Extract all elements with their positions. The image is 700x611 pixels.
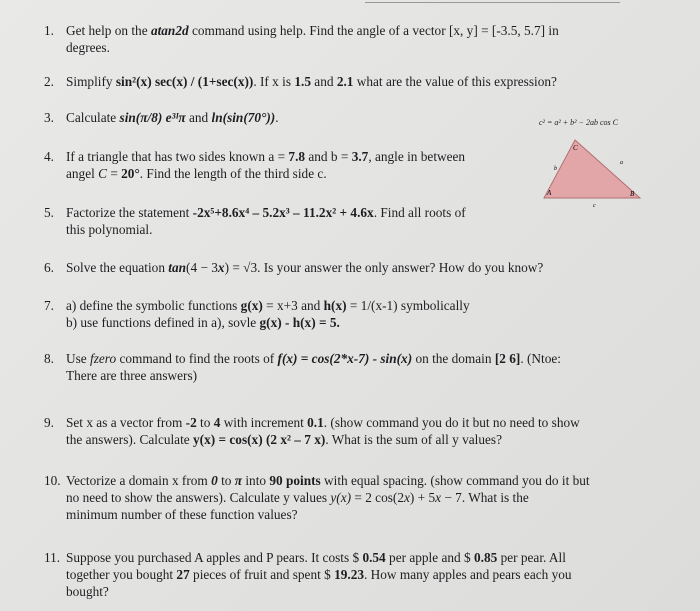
question-item	[44, 204, 466, 238]
triangle-diagram	[540, 136, 645, 208]
text-segment: x	[217, 260, 225, 275]
question-line	[66, 221, 466, 238]
text-segment: C	[98, 166, 107, 181]
question-item	[44, 109, 279, 126]
side-b-label: b	[554, 166, 557, 172]
text-segment: g(x) - h(x) = 5.	[259, 315, 340, 330]
text-segment: and	[310, 74, 337, 89]
text-segment: 0.85	[473, 550, 498, 565]
text-segment: . If x is	[253, 74, 295, 89]
text-segment: Use	[66, 351, 91, 366]
question-item	[44, 22, 559, 56]
question-text	[66, 204, 466, 238]
text-segment: 0.54	[362, 550, 386, 565]
question-item	[44, 297, 470, 331]
question-line	[66, 549, 572, 566]
question-line	[66, 506, 590, 523]
text-segment: 1.5	[294, 74, 311, 89]
text-segment: y(x)	[330, 490, 352, 505]
question-number: 3.	[44, 110, 54, 125]
text-segment: on the domain	[412, 351, 495, 366]
question-item	[44, 73, 557, 90]
text-segment: . What is the sum of all y values?	[325, 432, 502, 447]
text-segment: no need to show the answers). Calculate y values	[66, 490, 331, 505]
text-segment: 20°	[121, 166, 140, 181]
question-line	[66, 414, 580, 431]
side-a-label: a	[620, 160, 623, 166]
text-segment: with increment	[220, 415, 308, 430]
text-segment: into	[242, 473, 270, 488]
question-text	[66, 73, 557, 90]
text-segment: = x+3 and	[262, 298, 324, 313]
text-segment: If a triangle that has two sides known a =	[66, 149, 289, 164]
text-segment: together you bought	[66, 567, 177, 582]
question-line	[66, 148, 465, 165]
text-segment: -2	[185, 415, 197, 430]
text-segment: g(x)	[240, 298, 263, 313]
text-segment: Factorize the statement	[66, 205, 193, 220]
question-number: 2.	[44, 74, 54, 89]
page-edge-line	[365, 2, 620, 3]
text-segment: command using help. Find the angle of a vector [x, y] = [-3.5, 5.7] in	[188, 23, 559, 38]
question-line	[66, 109, 279, 126]
question-text	[66, 148, 465, 182]
text-segment: , angle in between	[368, 149, 466, 164]
text-segment: angel	[66, 166, 99, 181]
text-segment: Suppose you purchased A apples and P pears. It costs $	[66, 550, 363, 565]
text-segment: Vectorize a domain x from	[66, 473, 212, 488]
vertex-b-label: B	[630, 190, 635, 198]
text-segment: ) = √3. Is your answer the only answer? How do you know?	[224, 260, 544, 275]
question-number: 4.	[44, 149, 54, 164]
text-segment: . (show command you do it but no need to show	[323, 415, 580, 430]
question-number: 11.	[44, 550, 61, 565]
text-segment: tan	[168, 260, 187, 275]
question-line	[66, 22, 559, 39]
text-segment: what are the value of this expression?	[353, 74, 557, 89]
text-segment: with equal spacing. (show command you do it but	[320, 473, 590, 488]
text-segment: per apple and $	[385, 550, 474, 565]
text-segment: 0.1	[307, 415, 324, 430]
question-text	[66, 350, 561, 384]
text-segment: to	[217, 473, 235, 488]
text-segment: π	[234, 473, 243, 488]
text-segment: 0	[211, 473, 218, 488]
text-segment: b) use functions defined in a), sovle	[66, 315, 260, 330]
text-segment: (4 − 3	[186, 260, 218, 275]
text-segment: this polynomial.	[66, 222, 153, 237]
question-line	[66, 204, 466, 221]
text-segment: Calculate	[66, 110, 120, 125]
text-segment: x	[403, 490, 410, 505]
question-number: 7.	[44, 298, 54, 313]
text-segment: There are three answers)	[66, 368, 198, 383]
question-text	[66, 297, 470, 331]
text-segment: the answers). Calculate	[66, 432, 194, 447]
text-segment: pieces of fruit and spent $	[189, 567, 335, 582]
text-segment: atan2d	[150, 23, 189, 38]
question-item	[44, 414, 580, 448]
text-segment: y(x) = cos(x) (2 x² – 7 x)	[193, 432, 326, 447]
question-text	[66, 259, 543, 276]
text-segment: ) + 5	[409, 490, 436, 505]
question-line	[66, 431, 580, 448]
text-segment: to	[196, 415, 214, 430]
text-segment: . Find all roots of	[373, 205, 466, 220]
question-item	[44, 350, 561, 384]
side-c-label: c	[593, 203, 596, 208]
text-segment: [2 6]	[494, 351, 521, 366]
text-segment: ln(sin(70°))	[211, 110, 276, 125]
vertex-a-label: A	[547, 189, 552, 197]
text-segment: command to find the roots of	[116, 351, 278, 366]
text-segment: f(x) = cos(2*x-7) - sin(x)	[277, 351, 413, 366]
text-segment: and	[185, 110, 212, 125]
question-line	[66, 350, 561, 367]
text-segment: Simplify	[66, 74, 116, 89]
question-item	[44, 148, 465, 182]
question-line	[66, 472, 590, 489]
text-segment: h(x)	[323, 298, 347, 313]
question-number: 5.	[44, 205, 54, 220]
text-segment: . Find the length of the third side c.	[139, 166, 327, 181]
question-line	[66, 566, 572, 583]
question-line	[66, 297, 470, 314]
question-line	[66, 259, 543, 276]
question-number: 6.	[44, 260, 54, 275]
law-of-cosines-formula: c² = a² + b² − 2ab cos C	[539, 118, 618, 127]
question-line	[66, 73, 557, 90]
text-segment: − 7. What is the	[441, 490, 529, 505]
text-segment: .	[275, 110, 279, 125]
text-segment: fzero	[90, 351, 117, 366]
question-line	[66, 367, 561, 384]
text-segment: a) define the symbolic functions	[66, 298, 241, 313]
text-segment: sin²(x) sec(x) / (1+sec(x))	[115, 74, 254, 89]
text-segment: 27	[176, 567, 190, 582]
question-line	[66, 314, 470, 331]
text-segment: 2.1	[336, 74, 354, 89]
text-segment: = 2 cos(2	[351, 490, 404, 505]
text-segment: =	[107, 166, 122, 181]
question-line	[66, 583, 572, 600]
question-number: 1.	[44, 23, 54, 38]
text-segment: = 1/(x-1) symbolically	[346, 298, 470, 313]
question-line	[66, 39, 559, 56]
question-line	[66, 165, 465, 182]
question-item	[44, 549, 572, 600]
text-segment: minimum number of these function values?	[66, 507, 298, 522]
text-segment: 4	[213, 415, 221, 430]
text-segment: Solve the equation	[66, 260, 169, 275]
text-segment: bought?	[66, 584, 109, 599]
text-segment: Get help on the	[66, 23, 151, 38]
text-segment: 19.23	[334, 567, 365, 582]
question-text	[66, 109, 279, 126]
text-segment: and b =	[305, 149, 352, 164]
text-segment: . (Ntoe:	[520, 351, 561, 366]
text-segment: sin(π/8) e³ᴵπ	[119, 110, 186, 125]
text-segment: -2x⁵+8.6x⁴ – 5.2x³ – 11.2x² + 4.6x	[192, 205, 374, 220]
question-item	[44, 259, 543, 276]
text-segment: 7.8	[288, 149, 306, 164]
question-text	[66, 472, 590, 523]
text-segment: x	[435, 490, 442, 505]
vertex-c-label: C	[573, 144, 578, 152]
question-item	[44, 472, 590, 523]
text-segment: Set x as a vector from	[66, 415, 186, 430]
question-number: 8.	[44, 351, 54, 366]
triangle-shape	[544, 140, 640, 198]
question-text	[66, 549, 572, 600]
question-number: 10.	[44, 473, 61, 488]
text-segment: per pear. All	[497, 550, 566, 565]
text-segment: 3.7	[351, 149, 369, 164]
text-segment: . How many apples and pears each you	[364, 567, 572, 582]
question-number: 9.	[44, 415, 54, 430]
question-text	[66, 22, 559, 56]
question-text	[66, 414, 580, 448]
text-segment: degrees.	[66, 40, 110, 55]
question-line	[66, 489, 590, 506]
text-segment: 90 points	[269, 473, 321, 488]
